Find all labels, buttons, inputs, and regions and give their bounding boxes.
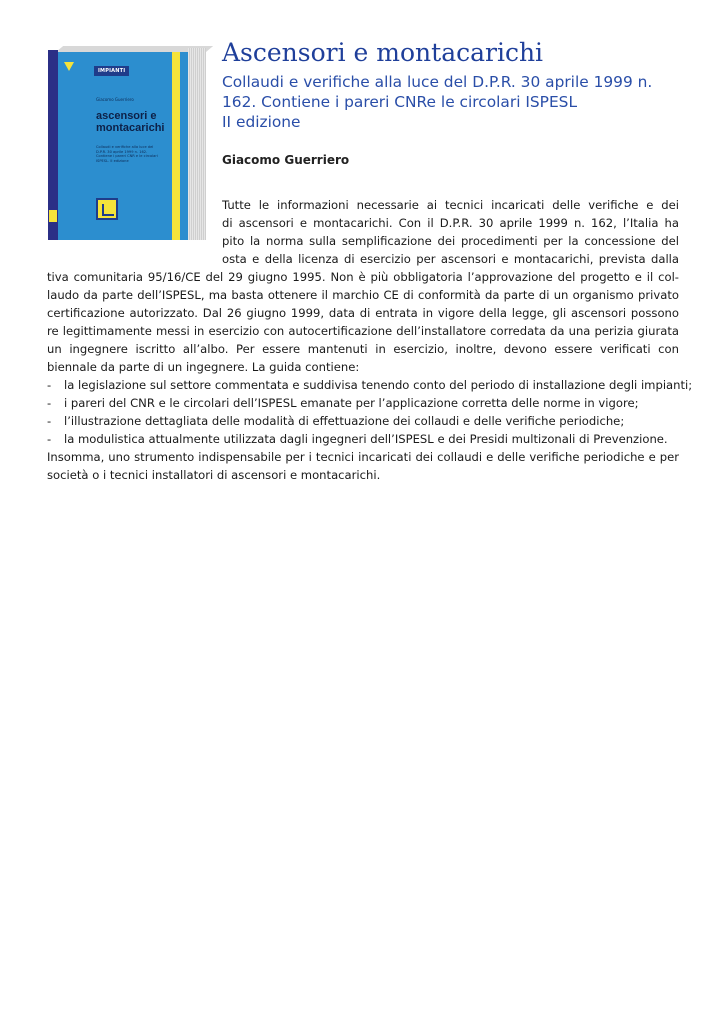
- subtitle-line-3: II edizione: [222, 113, 301, 131]
- body-line: biennale da parte di un ingegnere. La guida contiene:: [47, 360, 360, 374]
- list-item: [47, 394, 679, 412]
- cover-series-label: IMPIANTI: [94, 66, 129, 76]
- body-line: Tutte le informazioni necessarie ai tecnici incaricati delle verifiche e dei: [222, 198, 679, 212]
- subtitle-line-1: Collaudi e verifiche alla luce del D.P.R. 30 aprile 1999 n.: [222, 73, 653, 91]
- cover-title: [96, 110, 176, 134]
- page-subtitle: [222, 72, 692, 132]
- description-text: [47, 196, 693, 484]
- cover-triangle-icon: [64, 62, 74, 71]
- cover-author: Giacomo Guerriero: [96, 97, 134, 102]
- subtitle-line-2: 162. Contiene i pareri CNRe le circolari ISPESL: [222, 93, 578, 111]
- list-item-text: la modulistica attualmente utilizzata dagli ingegneri dell’ISPESL e dei Presidi multizonali di Prevenzione.: [64, 432, 668, 446]
- list-item: [47, 376, 693, 394]
- body-line: pito la norma sulla semplificazione dei procedimenti per la concessione del: [222, 234, 679, 248]
- list-item-text: l’illustrazione dettagliata delle modalità di effettuazione dei collaudi e delle verifiche periodiche;: [64, 414, 625, 428]
- bullet-marker: -: [47, 378, 52, 392]
- body-line: laudo da parte dell’ISPESL, ma basta ottenere il marchio CE di conformità da parte di un organismo privato: [47, 288, 679, 302]
- body-line: osta e della licenza di esercizio per ascensori e montacarichi, prevista dalla: [222, 252, 679, 266]
- body-line: di ascensori e montacarichi. Con il D.P.R. 30 aprile 1999 n. 162, l’Italia ha: [222, 216, 679, 230]
- page-title: Ascensori e montacarichi: [222, 38, 544, 67]
- body-line: società o i tecnici installatori di ascensori e montacarichi.: [47, 468, 381, 482]
- cover-title-line1: ascensori e: [96, 110, 157, 122]
- list-item: [47, 430, 679, 448]
- list-item-text: i pareri del CNR e le circolari dell’ISPESL emanate per l’applicazione corretta delle norme in vigore;: [64, 396, 639, 410]
- body-line: tiva comunitaria 95/16/CE del 29 giugno 1995. Non è più obbligatoria l’approvazione del progetto e il col-: [47, 270, 679, 284]
- body-line: certificazione autorizzato. Dal 26 giugno 1999, data di entrata in vigore della legge, gli ascensori possono: [47, 306, 679, 320]
- bullet-marker: -: [47, 396, 52, 410]
- author-name: Giacomo Guerriero: [222, 153, 350, 167]
- list-item: [47, 412, 679, 430]
- cover-subtitle: Collaudi e verifiche alla luce del D.P.R. 30 aprile 1999 n. 162. Contiene i pareri CNR e le circolari ISPESL. II edizione: [96, 145, 158, 163]
- list-item-text: la legislazione sul settore commentata e suddivisa tenendo conto del periodo di installazione degli impianti;: [64, 378, 693, 392]
- bullet-marker: -: [47, 432, 52, 446]
- body-line: re legittimamente messi in esercizio con autocertificazione dell’installatore corredata da una perizia giurata: [47, 324, 679, 338]
- cover-title-line2: montacarichi: [96, 122, 165, 134]
- bullet-marker: -: [47, 414, 52, 428]
- body-line: Insomma, uno strumento indispensabile per i tecnici incaricati dei collaudi e delle verifiche periodiche e per: [47, 450, 679, 464]
- body-line: un ingegnere iscritto all’albo. Per essere mantenuti in esercizio, inoltre, devono essere verificati con: [47, 342, 679, 356]
